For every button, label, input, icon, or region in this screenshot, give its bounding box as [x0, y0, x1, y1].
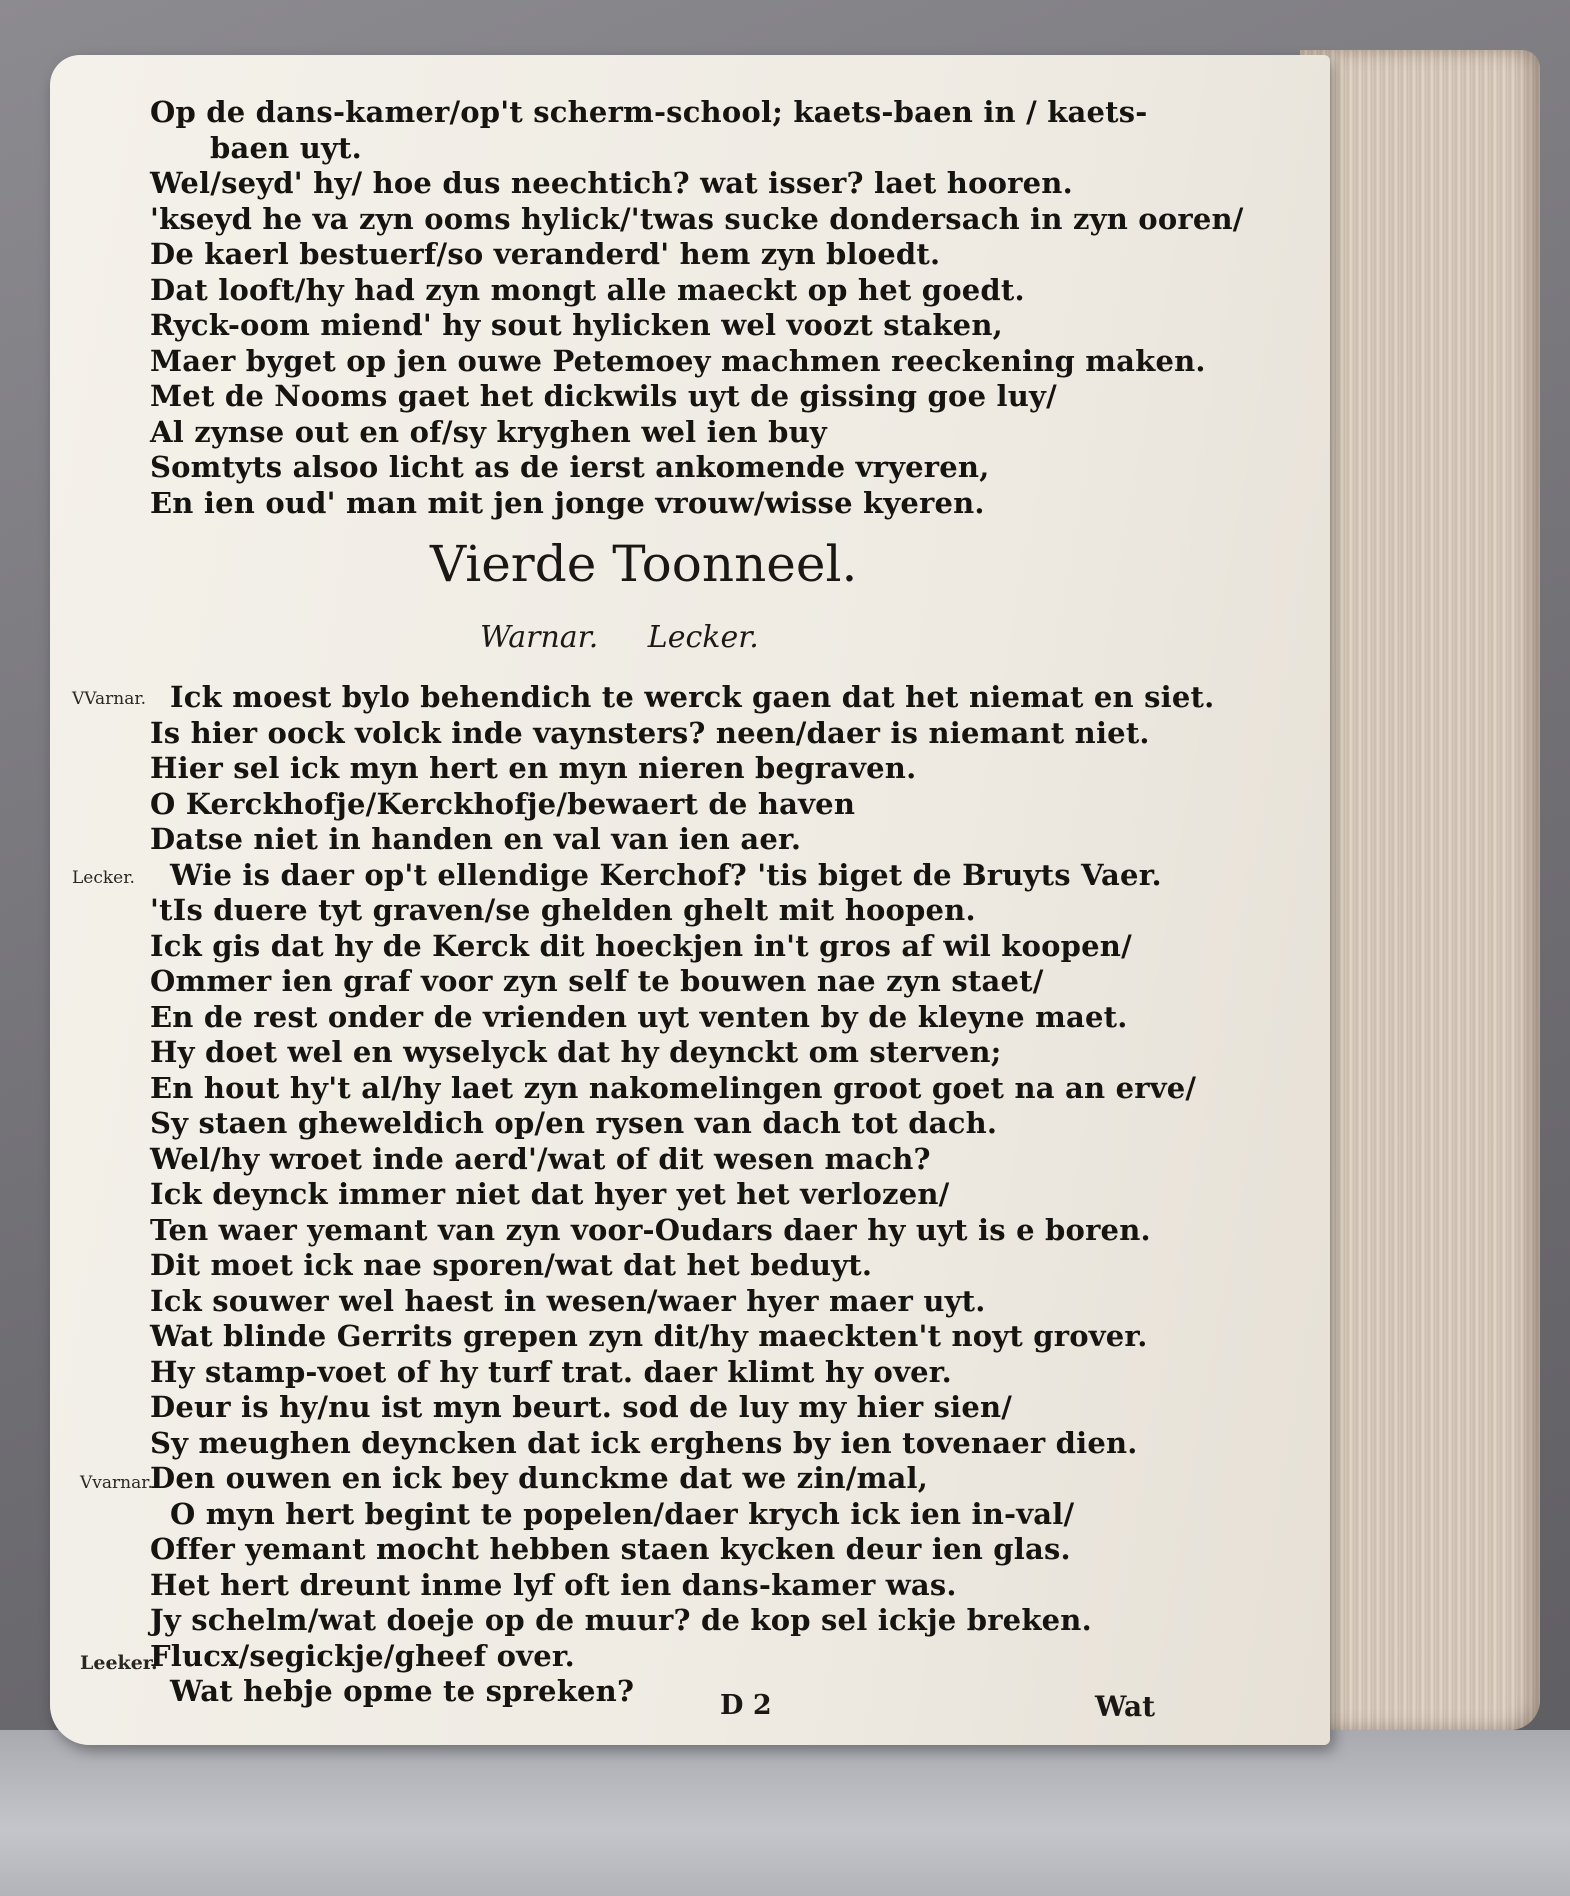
verse-line: Somtyts alsoo licht as de ierst ankomende vryeren,: [150, 450, 990, 484]
character-name: Warnar.: [480, 620, 599, 655]
dialogue-line: Ick souwer wel haest in wesen/waer hyer maer uyt.: [150, 1283, 986, 1318]
dialogue-line: Ommer ien graf voor zyn self te bouwen nae zyn staet/: [150, 964, 1044, 998]
signature-mark: D 2: [720, 1690, 772, 1721]
dialogue-line: Jy schelm/wat doeje op de muur? de kop sel ickje breken.: [150, 1603, 1092, 1637]
top-verse-block: [150, 95, 1250, 521]
verse-line: Ryck-oom miend' hy sout hylicken wel voozt staken,: [150, 308, 1003, 342]
dialogue-line: En de rest onder de vrienden uyt venten by de kleyne maet.: [150, 999, 1128, 1034]
dialogue-line: Ick deynck immer niet dat hyer yet het verlozen/: [150, 1177, 950, 1211]
dialogue-line: Hy stamp-voet of hy turf trat. daer klimt hy over.: [150, 1354, 952, 1389]
dialogue-block: [150, 680, 1250, 1710]
dialogue-line: Hier sel ick myn hert en myn nieren begraven.: [150, 751, 917, 785]
verse-line: Dat looft/hy had zyn mongt alle maeckt op het goedt.: [150, 272, 1025, 307]
verse-line: Maer byget op jen ouwe Petemoey machmen reeckening maken.: [150, 343, 1206, 378]
verse-line: Al zynse out en of/sy kryghen wel ien buy: [150, 414, 827, 449]
dialogue-line: O myn hert begint te popelen/daer krych ick ien in-val/: [170, 1496, 1075, 1531]
dialogue-line: Wie is daer op't ellendige Kerchof? 'tis biget de Bruyts Vaer.: [170, 857, 1162, 892]
dialogue-line: Datse niet in handen en val van ien aer.: [150, 822, 802, 856]
dialogue-line: Ick gis dat hy de Kerck dit hoeckjen in't gros af wil koopen/: [150, 928, 1132, 963]
dialogue-line: O Kerckhofje/Kerckhofje/bewaert de haven: [150, 786, 856, 821]
dialogue-line: Sy staen gheweldich op/en rysen van dach tot dach.: [150, 1106, 998, 1140]
book-page: [50, 55, 1330, 1745]
dialogue-line: Flucx/segickje/gheef over.: [150, 1638, 575, 1673]
cloth-foreground: [0, 1730, 1570, 1896]
verse-line: En ien oud' man mit jen jonge vrouw/wisse kyeren.: [150, 485, 985, 520]
speaker-label: VVarnar.: [72, 689, 147, 709]
verse-line: De kaerl bestuerf/so veranderd' hem zyn bloedt.: [150, 237, 941, 271]
dialogue-line: Deur is hy/nu ist myn beurt. sod de luy my hier sien/: [150, 1390, 1013, 1424]
dialogue-line: Ick moest bylo behendich te werck gaen dat het niemat en siet.: [170, 680, 1215, 714]
dialogue-line: Wat blinde Gerrits grepen zyn dit/hy maeckten't noyt grover.: [150, 1319, 1148, 1353]
dialogue-line: Dit moet ick nae sporen/wat dat het beduyt.: [150, 1248, 873, 1282]
book-page-edges: [1300, 50, 1540, 1730]
dialogue-line: Is hier oock volck inde vaynsters? neen/daer is niemant niet.: [150, 715, 1150, 750]
character-name: Lecker.: [647, 620, 759, 655]
dialogue-line: 'tIs duere tyt graven/se ghelden ghelt mit hoopen.: [150, 893, 976, 927]
dialogue-line: Sy meughen deyncken dat ick erghens by ien tovenaer dien.: [150, 1425, 1138, 1460]
verse-line: baen uyt.: [210, 130, 362, 165]
verse-line: Op de dans-kamer/op't scherm-school; kaets-baen in / kaets-: [150, 95, 1148, 129]
speaker-label: Leeker.: [80, 1652, 158, 1674]
catchword: Wat: [1095, 1690, 1156, 1723]
scene-title: Vierde Toonneel.: [430, 535, 858, 593]
dialogue-line: Ten waer yemant van zyn voor-Oudars daer hy uyt is e boren.: [150, 1212, 1151, 1247]
dialogue-line: Hy doet wel en wyselyck dat hy deynckt om sterven;: [150, 1035, 1002, 1069]
verse-line: Wel/seyd' hy/ hoe dus neechtich? wat isser? laet hooren.: [150, 166, 1073, 200]
dialogue-line: Het hert dreunt inme lyf oft ien dans-kamer was.: [150, 1567, 957, 1602]
character-list: [480, 620, 799, 655]
verse-line: 'kseyd he va zyn ooms hylick/'twas sucke dondersach in zyn ooren/: [150, 201, 1244, 236]
verse-line: Met de Nooms gaet het dickwils uyt de gissing goe luy/: [150, 379, 1057, 413]
dialogue-line: Den ouwen en ick bey dunckme dat we zin/mal,: [150, 1461, 929, 1495]
dialogue-line: Wel/hy wroet inde aerd'/wat of dit wesen mach?: [150, 1141, 931, 1176]
dialogue-line: Wat hebje opme te spreken?: [170, 1674, 635, 1708]
dialogue-line: En hout hy't al/hy laet zyn nakomelingen groot goet na an erve/: [150, 1070, 1197, 1105]
speaker-label: Lecker.: [72, 868, 135, 888]
speaker-label: Vvarnar.: [80, 1473, 153, 1493]
dialogue-line: Offer yemant mocht hebben staen kycken deur ien glas.: [150, 1532, 1071, 1566]
